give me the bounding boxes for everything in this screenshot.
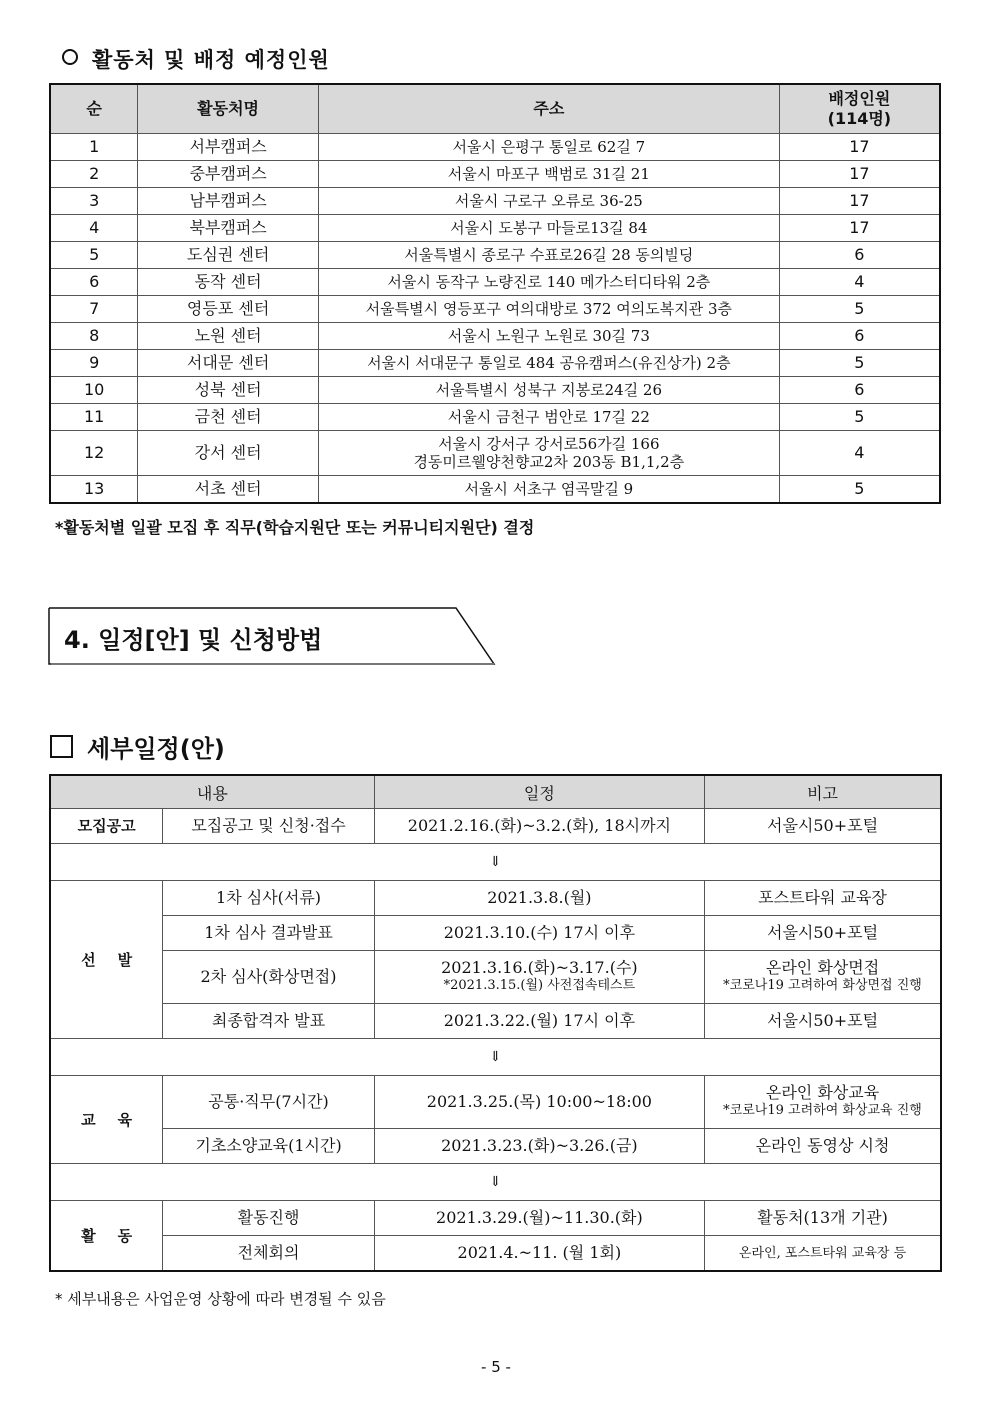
table-row: 7 영등포 센터 서울특별시 영등포구 여의대방로 372 여의도복지관 3층 5 [50,296,940,323]
col-header-content: 내용 [50,775,374,809]
table-row: 기초소양교육(1시간) 2021.3.23.(화)~3.26.(금) 온라인 동영상 시청 [50,1129,941,1164]
arrow-row [50,1164,941,1201]
placement-table [49,83,941,504]
down-arrow-icon: ⇓ [50,1039,941,1076]
table-row: 2차 심사(화상면접) 2021.3.16.(화)~3.17.(수) *2021.3.15.(월) 사전접속테스트 온라인 화상면접 *코로나19 고려하여 화상면접 진행 [50,951,941,1004]
page-number: - 5 - [481,1358,511,1376]
down-arrow-icon: ⇓ [50,844,941,881]
arrow-row [50,1039,941,1076]
table-row: 최종합격자 발표 2021.3.22.(월) 17시 이후 서울시50+포털 [50,1004,941,1039]
table-row: 9 서대문 센터 서울시 서대문구 통일로 484 공유캠퍼스(유진상가) 2층 5 [50,350,940,377]
schedule-note: * 세부내용은 사업운영 상황에 따라 변경될 수 있음 [55,1290,386,1308]
table-row: 2 중부캠퍼스 서울시 마포구 백범로 31길 21 17 [50,161,940,188]
table-row: 10 성북 센터 서울특별시 성북구 지봉로24길 26 6 [50,377,940,404]
col-header-date: 일정 [374,775,704,809]
table-row: 모집공고 모집공고 및 신청·접수 2021.2.16.(화)~3.2.(화), 18시까지 서울시50+포털 [50,809,941,844]
section-banner [48,607,498,665]
schedule-table [49,774,942,1272]
section-title: 활동처 및 배정 예정인원 [62,44,330,74]
arrow-row [50,844,941,881]
col-header-count: 배정인원 (114명) [779,84,940,134]
schedule-title: 세부일정(안) [50,729,225,764]
col-header-name: 활동처명 [138,84,319,134]
table-row: 선발 1차 심사(서류) 2021.3.8.(월) 포스트타워 교육장 [50,881,941,916]
col-header-address: 주소 [318,84,779,134]
square-bullet-icon [50,735,73,758]
down-arrow-icon: ⇓ [50,1164,941,1201]
table-row: 5 도심권 센터 서울특별시 종로구 수표로26길 28 동의빌딩 6 [50,242,940,269]
table-row: 1 서부캠퍼스 서울시 은평구 통일로 62길 7 17 [50,134,940,161]
table-row: 3 남부캠퍼스 서울시 구로구 오류로 36-25 17 [50,188,940,215]
table-row: 전체회의 2021.4.~11. (월 1회) 온라인, 포스트타워 교육장 등 [50,1236,941,1272]
table-row: 11 금천 센터 서울시 금천구 범안로 17길 22 5 [50,404,940,431]
banner-title: 4. 일정[안] 및 신청방법 [64,626,323,654]
table-header-row [50,84,940,134]
table-header-row [50,775,941,809]
table-row: 활동 활동진행 2021.3.29.(월)~11.30.(화) 활동처(13개 기관) [50,1201,941,1236]
col-header-no: 순 [50,84,138,134]
placement-note: *활동처별 일괄 모집 후 직무(학습지원단 또는 커뮤니티지원단) 결정 [55,518,535,537]
table-row: 교육 공통·직무(7시간) 2021.3.25.(목) 10:00~18:00 온라인 화상교육 *코로나19 고려하여 화상교육 진행 [50,1076,941,1129]
col-header-note: 비고 [705,775,941,809]
circle-bullet-icon [62,49,78,65]
table-row: 4 북부캠퍼스 서울시 도봉구 마들로13길 84 17 [50,215,940,242]
table-row: 6 동작 센터 서울시 동작구 노량진로 140 메가스터디타워 2층 4 [50,269,940,296]
table-row: 13 서초 센터 서울시 서초구 염곡말길 9 5 [50,476,940,504]
table-row: 8 노원 센터 서울시 노원구 노원로 30길 73 6 [50,323,940,350]
table-row: 12 강서 센터 서울시 강서구 강서로56가길 166 경동미르웰양천향교2차 203동 B1,1,2층 4 [50,431,940,476]
table-row: 1차 심사 결과발표 2021.3.10.(수) 17시 이후 서울시50+포털 [50,916,941,951]
